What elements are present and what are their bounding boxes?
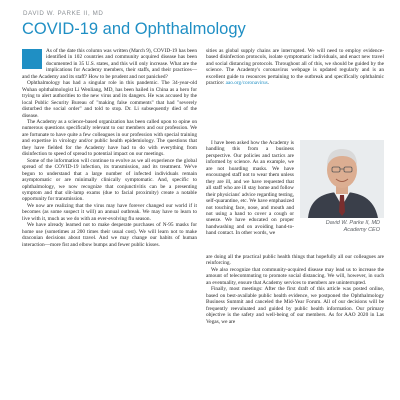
paragraph: We have already learned not to make desperate purchases of N-95 masks for home use (sometimes at 200 times their usual cost). We will learn not to make draconian decisions about travel. And we may change our habits of human interaction—more fist and elbow bumps and fewer public kisses. — [22, 222, 197, 248]
paragraph: Finally, most meetings: After the first draft of this article was posted online, based on best-available public health evidence, we postponed the Ophthalmology Business Summit and canceled the Mid-Year Forum. All of our decisions will be frequently reevaluated and guided by public health information. Our primary objective is the safety and well-being of our members. As for AAO 2020 in Las Vegas, we are — [206, 286, 384, 325]
author-byline: DAVID W. PARKE II, MD — [23, 10, 104, 17]
paragraph: As of the date this column was written (March 9), COVID-19 has been identified in 102 countries and community acquired disease has been documented in 35 U.S. states, and this will only increase. What are the implications for Academy members, their staffs, and their practices—and the Academy and its staff? How to be prudent and not panicked? — [22, 48, 197, 80]
paragraph: sities as global supply chains are interrupted. We will need to employ evidence-based disinfection protocols, isolate symptomatic individuals, and enact new travel and social distancing protocols. Throughout all of this, we should be guided by the science. The Academy's coronavirus webpage is updated regularly and is an excellent guide to resources pertaining to the outbreak and specifically ophthalmic practice: aao.org/coronavirus. — [206, 48, 384, 87]
left-column — [22, 48, 197, 248]
coronavirus-link[interactable]: aao.org/coronavirus — [225, 80, 268, 87]
caption-role: Academy CEO — [343, 226, 380, 233]
article-title: COVID-19 and Ophthalmology — [22, 20, 246, 38]
paragraph: We now are realizing that the virus may have forever changed our world if it becomes (as some suspect it will) an annual outbreak. We may have to learn to live with it, much as we do with an ever-evolving flu season. — [22, 202, 197, 222]
paragraph: We also recognize that community-acquired disease may lead us to increase the amount of telecommuting to promote social distancing. We will, however, in such an eventuality, ensure that Academy services to members are uninterrupted. — [206, 266, 384, 286]
right-column-bottom — [206, 254, 384, 325]
author-photo — [300, 140, 384, 218]
photo-caption — [300, 220, 384, 233]
paragraph: The Academy as a science-based organization has been called upon to opine on numerous questions specifically relevant to our members and our profession. We are fortunate to have quite a few colleagues in our profession with special training and expertise in virology and/or public health epidemiology. The questions that they have fielded for the Academy have had to do with everything from disinfection to speed of spread to potential impact on our meetings. — [22, 118, 197, 158]
paragraph: Ophthalmology has had a singular role in this pandemic. The 34-year-old Wuhan ophthalmologist Li Wenliang, MD, has been hailed in China as a hero for trying to alert authorities to the new virus and its dangers. He was accused by the local Public Security Bureau of "making false comments" that had "severely disturbed the social order" and told to stop. Dr. Li subsequently died of the disease. — [22, 80, 197, 119]
paragraph: are doing all the practical public health things that hopefully all our colleagues are reinforcing. — [206, 254, 384, 267]
author-photo-box — [300, 140, 384, 240]
caption-name: David W. Parke II, MD — [325, 220, 380, 226]
right-column-top — [206, 48, 384, 87]
paragraph: Some of the information will continue to evolve as we all experience the global spread of the COVID-19 infection, its transmission, and its treatment. We've begun to understand that a large number of infected individuals remain asymptomatic or are minimally clinically symptomatic. And, specific to ophthalmology, we now recognize that conjunctivitis can be a presenting symptom and that slit-lamp exams (due to facial proximity) create a notable opportunity for transmission. — [22, 157, 197, 203]
wrap-paragraph: I have been asked how the Academy is handling this from a business perspective. Our policies and tactics are informed by science. As an example, we are not hoarding masks. We have encouraged staff not to wear them unless they are ill, and we have requested that all staff who are ill stay home and follow their physicians' advice regarding testing, self-quarantine, etc. We have emphasized not touching face, nose, and mouth and not using a hand to cover a cough or sneeze. We have educated on proper handwashing and on avoiding hand-to-hand contact. In other words, we — [206, 140, 294, 237]
drop-cap-block — [22, 49, 42, 69]
